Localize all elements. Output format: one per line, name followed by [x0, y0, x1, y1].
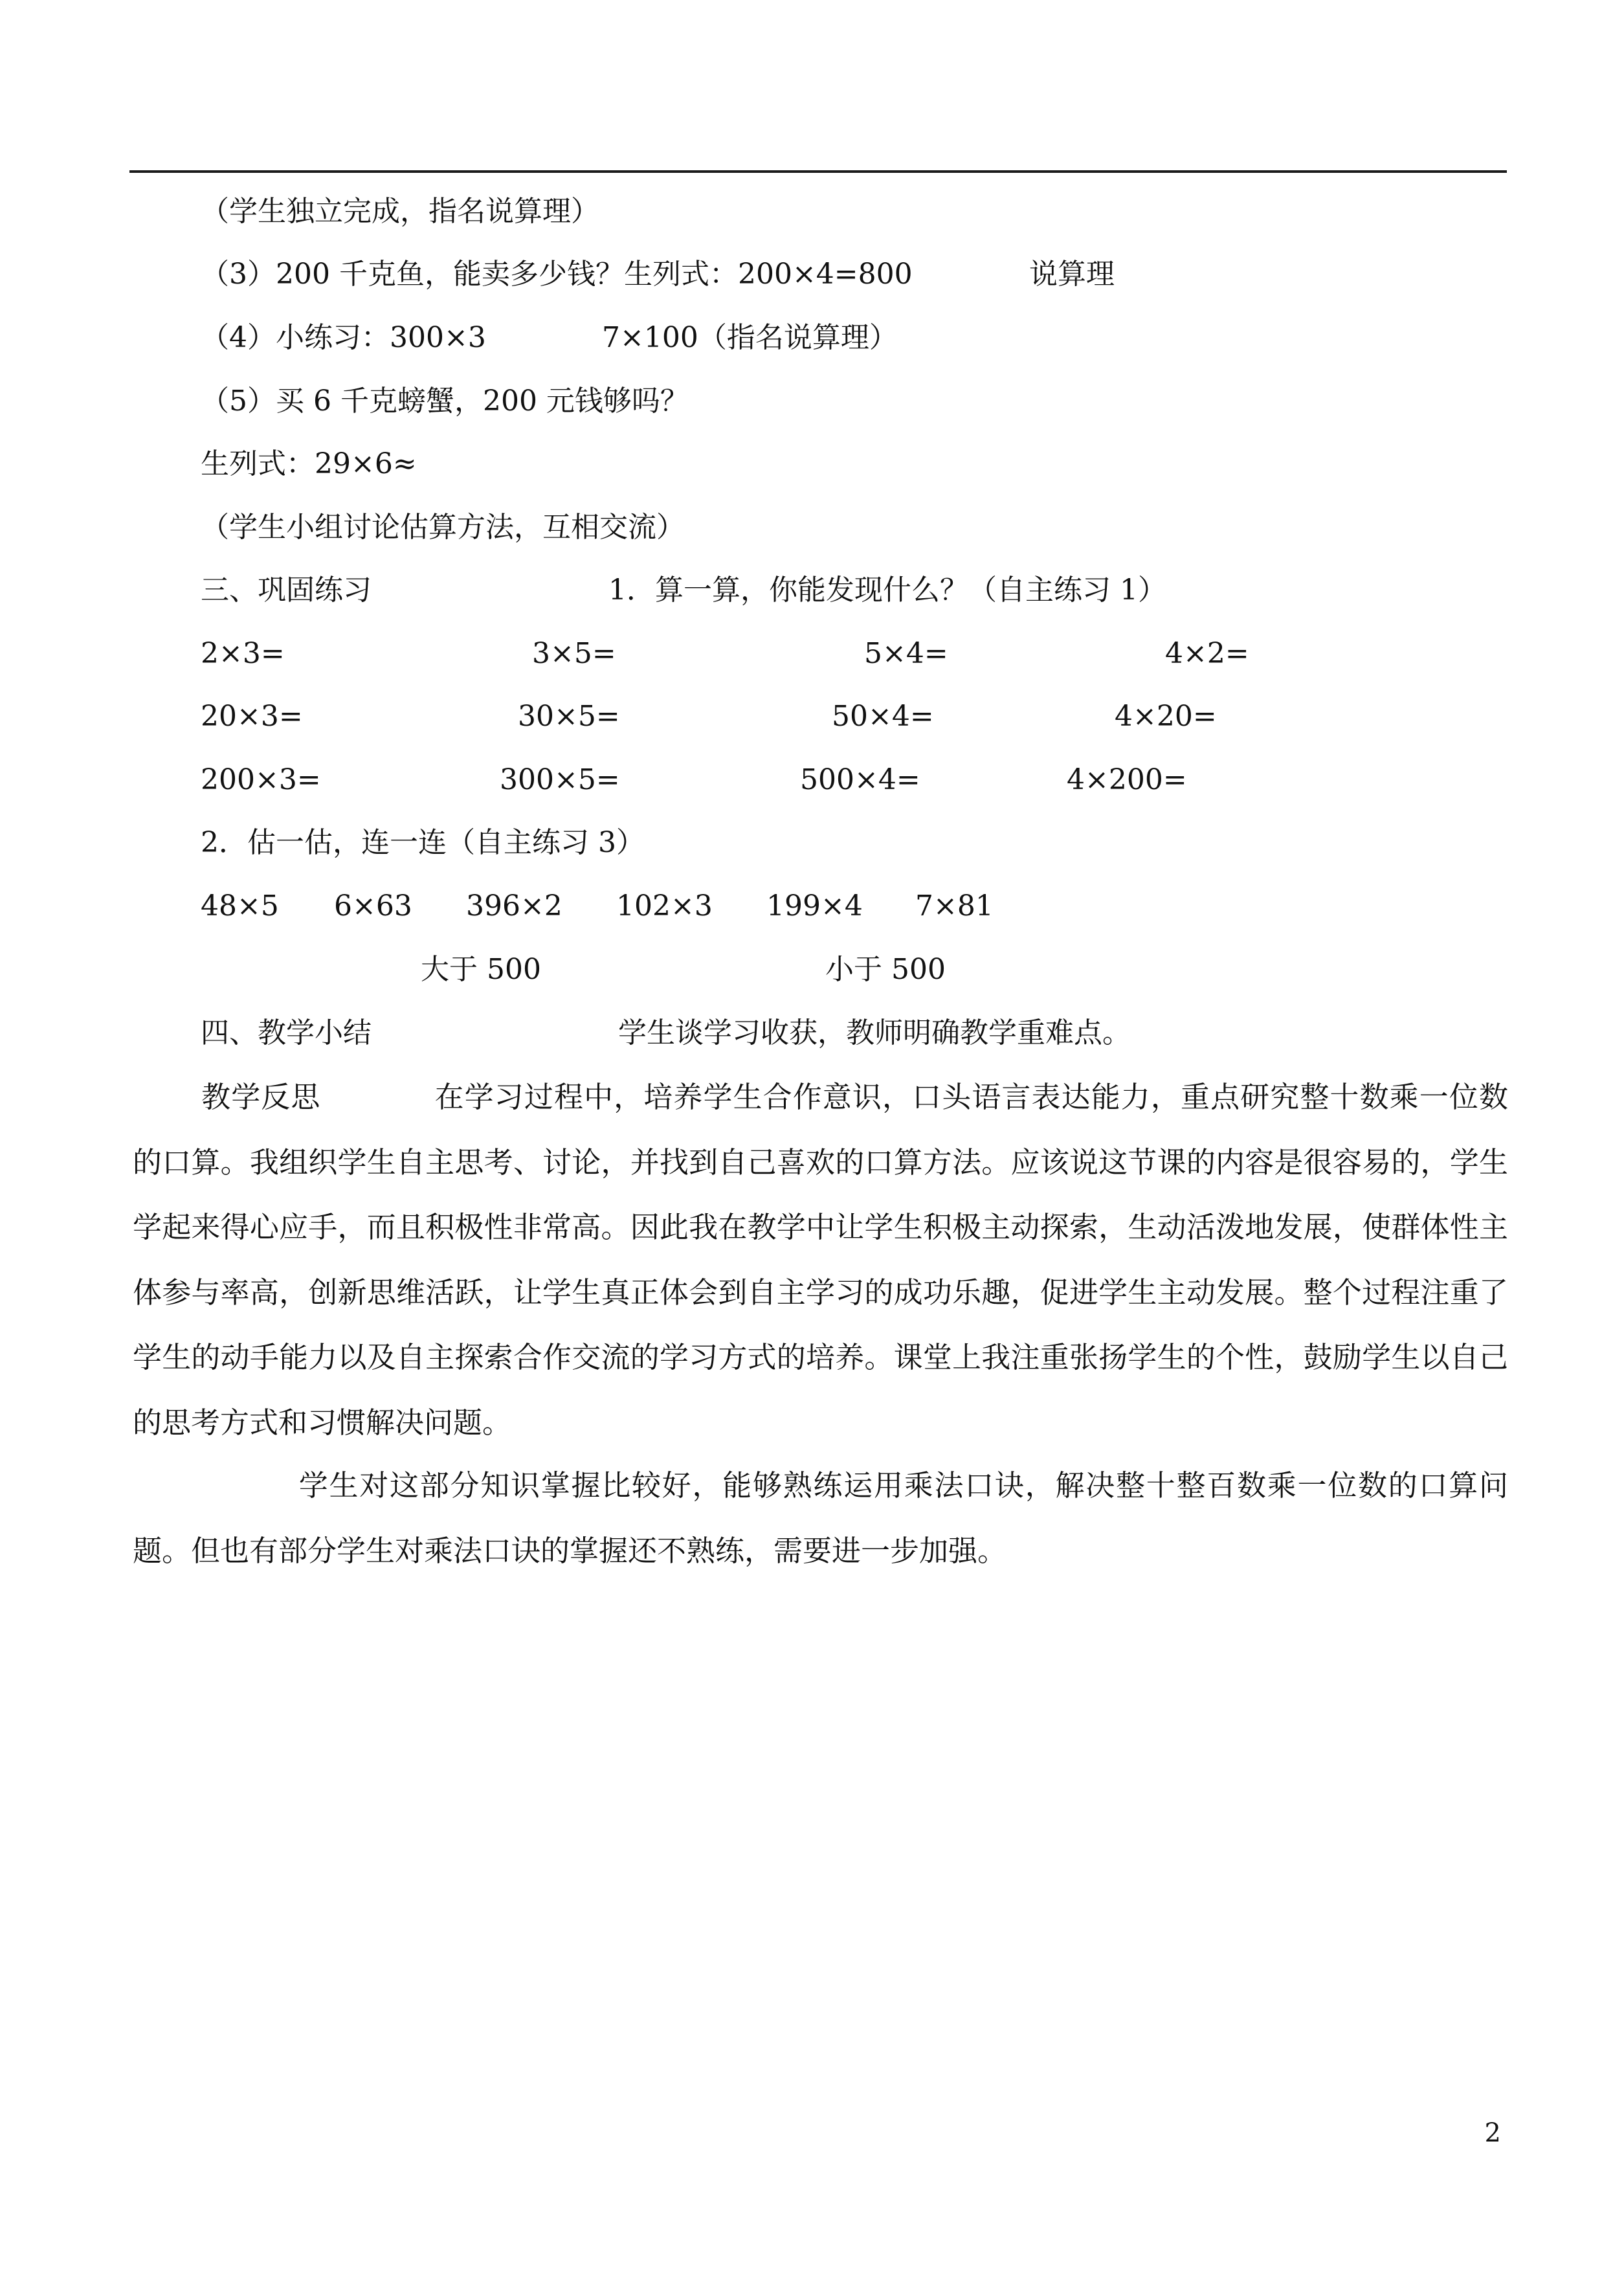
practice-cell: 3×5= [532, 637, 616, 670]
practice-cell: 4×2= [1165, 637, 1249, 670]
estimate-item: 48×5 [201, 889, 279, 923]
estimate-greater: 大于 500 [421, 953, 541, 986]
practice-1-title: 1．算一算，你能发现什么？（自主练习 1） [608, 574, 1166, 607]
estimate-item: 102×3 [616, 889, 713, 923]
practice-cell: 20×3= [201, 700, 303, 733]
practice-cell: 4×200= [1067, 763, 1187, 796]
reflection-paragraph [133, 1065, 1508, 1455]
practice-cell: 200×3= [201, 763, 321, 796]
reflection-text-2: 学生对这部分知识掌握比较好，能够熟练运用乘法口诀，解决整十整百数乘一位数的口算问题。但也有部分学生对乘法口诀的掌握还不熟练，需要进一步加强。 [133, 1468, 1508, 1568]
practice-cell: 500×4= [800, 763, 920, 796]
line-independent: （学生独立完成，指名说算理） [201, 195, 599, 228]
estimate-item: 6×63 [334, 889, 412, 923]
practice-2-title: 2．估一估，连一连（自主练习 3） [201, 826, 645, 859]
reflection-paragraph-2 [133, 1453, 1508, 1583]
line-mini-practice: （4）小练习：300×3 [201, 321, 486, 354]
reflection-text-1: 在学习过程中，培养学生合作意识，口头语言表达能力，重点研究整十数乘一位数的口算。我组织学生自主思考、讨论，并找到自己喜欢的口算方法。应该说这节课的内容是很容易的，学生学起来得心应手，而且积极性非常高。因此我在教学中让学生积极主动探索，生动活泼地发展，使群体性主体参与率高，创新思维活跃，让学生真正体会到自主学习的成功乐趣，促进学生主动发展。整个过程注重了学生的动手能力以及自主探索合作交流的学习方式的培养。课堂上我注重张扬学生的个性，鼓励学生以自己的思考方式和习惯解决问题。 [133, 1080, 1508, 1440]
summary-text: 学生谈学习收获，教师明确教学重难点。 [618, 1016, 1131, 1049]
line-fish-question: （3）200 千克鱼，能卖多少钱？生列式：200×4=800 [201, 258, 913, 291]
page-number: 2 [1484, 2118, 1501, 2148]
practice-cell: 50×4= [832, 700, 934, 733]
line-crab-formula: 生列式：29×6≈ [201, 447, 417, 480]
reflection-label: 教学反思 [201, 1080, 321, 1114]
line-fish-explain: 说算理 [1029, 258, 1115, 291]
estimate-less: 小于 500 [825, 953, 946, 986]
header-rule [129, 170, 1507, 173]
estimate-item: 199×4 [766, 889, 863, 923]
section-summary: 四、教学小结 [201, 1016, 372, 1049]
section-consolidate: 三、巩固练习 [201, 574, 372, 607]
line-crab-question: （5）买 6 千克螃蟹，200 元钱够吗？ [201, 385, 689, 418]
line-mini-practice-b: 7×100（指名说算理） [602, 321, 898, 354]
estimate-item: 7×81 [915, 889, 994, 923]
practice-cell: 5×4= [864, 637, 948, 670]
practice-cell: 2×3= [201, 637, 285, 670]
estimate-item: 396×2 [466, 889, 562, 923]
practice-cell: 4×20= [1115, 700, 1217, 733]
line-group-discussion: （学生小组讨论估算方法，互相交流） [201, 511, 685, 544]
practice-cell: 300×5= [500, 763, 620, 796]
practice-cell: 30×5= [518, 700, 620, 733]
